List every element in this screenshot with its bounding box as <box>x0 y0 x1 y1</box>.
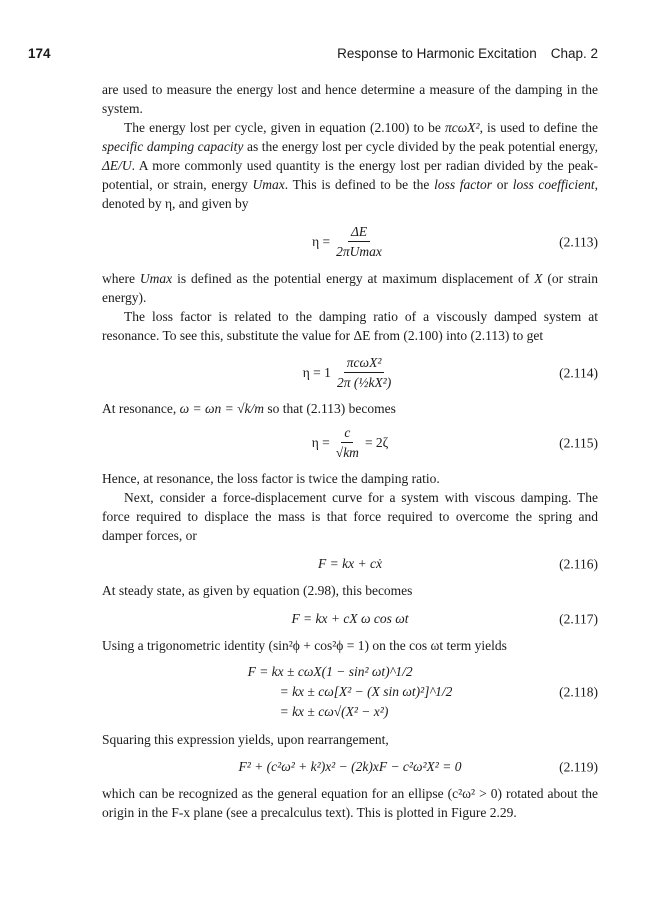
paragraph-continued: are used to measure the energy lost and hence determine a measure of the damping in the system. <box>102 82 598 116</box>
page-body <box>102 80 598 822</box>
equation-number: (2.119) <box>559 759 598 774</box>
paragraph-squaring: Squaring this expression yields, upon rearrangement, <box>102 732 389 747</box>
paragraph-force-displacement: Next, consider a force-displacement curve for a system with viscous damping. The force required to displace the mass is that force required to overcome the spring and damper forces, or <box>102 490 598 543</box>
eq-line-3: = kx ± cω√(X² − x²) <box>279 704 389 719</box>
equation-2-116 <box>102 554 598 573</box>
page-number: 174 <box>28 46 51 61</box>
paragraph-umax-definition: where Umax is defined as the potential energy at maximum displacement of X (or strain energy). <box>102 271 599 305</box>
paragraph-ellipse: which can be recognized as the general equation for an ellipse (c²ω² > 0) rotated about the origin in the F-x plane (see a precalculus text). This is plotted in Figure 2.29. <box>102 786 598 820</box>
term-specific-damping-capacity: specific damping capacity <box>102 139 244 154</box>
paragraph-at-resonance: At resonance, ω = ωn = √k/m so that (2.113) becomes <box>102 401 396 416</box>
eq-fraction: $\frac{\text{πcωX²}}{\text{2π (½kX²)}}$ <box>336 355 392 390</box>
equation-2-114 <box>102 354 598 391</box>
eq-fraction: $\frac{c}{√km}$ <box>335 425 359 460</box>
paragraph-loss-factor-relation: The loss factor is related to the damping ratio of a viscously damped system at resonance. To see this, substitute the value for ΔE from (2.100) into (2.113) to get <box>102 309 598 343</box>
eq-line-2: = kx ± cω[X² − (X sin ωt)²]^1/2 <box>279 684 453 699</box>
inline-math-umax: Umax <box>252 177 285 192</box>
equation-number: (2.118) <box>559 684 598 700</box>
term-loss-factor: loss factor <box>434 177 493 192</box>
eq-lhs: η = <box>311 435 330 450</box>
paragraph-specific-damping: The energy lost per cycle, given in equation (2.100) to be πcωX², is used to define the specific damping capacity as the energy lost per cycle divided by the peak potential energy, ΔE/U. A more commonly used quantity is the energy lost per radian divided by the peak-potential, or strain, energy Umax. This is defined to be the loss factor or loss coefficient, denoted by η, and given by <box>102 120 599 211</box>
inline-math-delta-e-over-u: ΔE/U <box>102 158 132 173</box>
page-header <box>28 46 598 66</box>
running-head <box>337 46 598 61</box>
equation-2-117 <box>102 609 598 628</box>
eq-rhs: = 2ζ <box>364 435 389 450</box>
eq-expression: F² + (c²ω² + k²)x² − (2k)xF − c²ω²X² = 0 <box>238 759 462 774</box>
inline-math-energy-lost: πcωX² <box>444 120 480 135</box>
term-loss-coefficient: loss coefficient <box>512 177 595 192</box>
running-title: Response to Harmonic Excitation <box>337 46 537 61</box>
eq-lhs: η = 1 <box>302 365 331 380</box>
equation-number: (2.114) <box>559 365 598 380</box>
equation-number: (2.115) <box>559 435 598 450</box>
inline-math-resonance: ω = ωn = √k/m <box>179 401 265 416</box>
eq-lhs: η = <box>312 234 331 249</box>
paragraph-steady-state: At steady state, as given by equation (2.98), this becomes <box>102 583 413 598</box>
paragraph-trig-identity: Using a trigonometric identity (sin²ϕ + cos²ϕ = 1) on the cos ωt term yields <box>102 638 507 653</box>
chapter-label: Chap. 2 <box>550 46 598 61</box>
equation-2-115 <box>102 424 598 461</box>
eq-line-1: F = kx ± cωX(1 − sin² ωt)^1/2 <box>247 664 413 679</box>
equation-number: (2.116) <box>559 556 598 571</box>
paragraph-hence: Hence, at resonance, the loss factor is twice the damping ratio. <box>102 471 440 486</box>
eq-expression: F = kx + cẋ <box>318 556 382 571</box>
equation-2-118 <box>102 662 598 722</box>
eq-expression: F = kx + cX ω cos ωt <box>291 611 409 626</box>
equation-number: (2.117) <box>559 611 598 626</box>
eq-fraction: $\frac{\Delta E}{2\pi Umax}$ <box>336 224 382 259</box>
equation-number: (2.113) <box>559 234 598 249</box>
equation-2-113 <box>102 223 598 260</box>
equation-2-119 <box>102 757 598 776</box>
eq-multiline <box>248 662 453 722</box>
